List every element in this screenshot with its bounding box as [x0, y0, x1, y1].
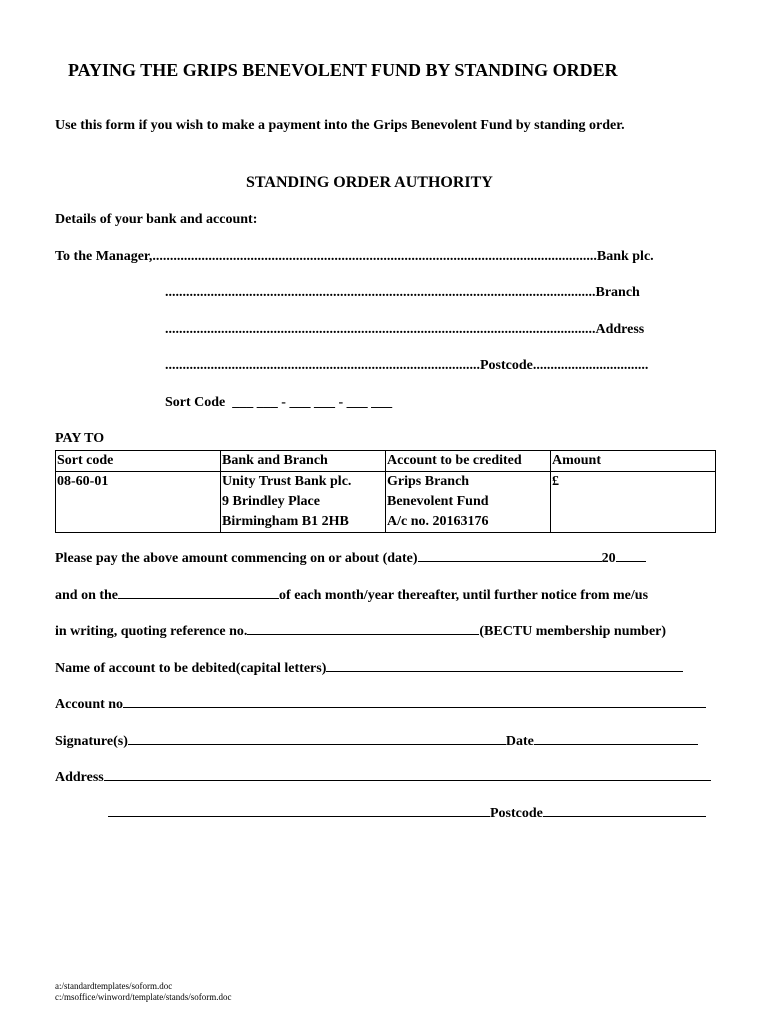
cell-amount[interactable]: £ — [551, 472, 716, 533]
account-name-label: Name of account to be debited(capital letters) — [55, 661, 327, 676]
table-header-row — [56, 451, 716, 472]
footer-path-1: a:/standardtemplates/soform.doc — [55, 981, 173, 991]
signature-field[interactable] — [128, 731, 506, 745]
postcode-label: Postcode — [490, 806, 543, 821]
bank-line: Birmingham B1 2HB — [222, 514, 349, 529]
header-bank-branch: Bank and Branch — [221, 451, 386, 472]
commence-line — [55, 548, 646, 567]
signature-label: Signature(s) — [55, 734, 128, 749]
writing-prefix: in writing, quoting reference no. — [55, 624, 248, 639]
postcode-suffix: Postcode — [480, 358, 533, 373]
postcode-field[interactable] — [543, 803, 706, 817]
writing-suffix: (BECTU membership number) — [479, 624, 667, 639]
account-name-field[interactable] — [326, 658, 683, 672]
cell-sort-code: 08-60-01 — [56, 472, 221, 533]
bank-line: Unity Trust Bank plc. — [222, 474, 352, 489]
section-heading: STANDING ORDER AUTHORITY — [246, 174, 493, 191]
address-field[interactable] — [104, 767, 711, 781]
account-name-line — [55, 658, 683, 677]
account-no-line — [55, 694, 706, 713]
address-dots[interactable]: ........................................................................................................................... — [165, 322, 596, 337]
account-no-field[interactable] — [123, 694, 706, 708]
address-label: Address — [55, 770, 104, 785]
bank-details-label: Details of your bank and account: — [55, 212, 258, 227]
year-prefix: 20 — [601, 551, 616, 566]
postcode-line — [165, 358, 648, 374]
date-label: Date — [505, 734, 534, 749]
cell-bank-branch — [221, 472, 386, 533]
sort-code-line — [165, 395, 392, 411]
pay-to-table — [55, 450, 716, 533]
signature-line — [55, 731, 698, 750]
commence-prefix: Please pay the above amount commencing on or about (date) — [55, 551, 418, 566]
manager-prefix: To the Manager, — [55, 249, 153, 264]
writing-line — [55, 621, 666, 640]
and-on-prefix: and on the — [55, 588, 119, 603]
sort-code-pattern[interactable]: ___ ___ - ___ ___ - ___ ___ — [232, 395, 393, 410]
account-no-label: Account no — [55, 697, 124, 712]
header-account: Account to be credited — [386, 451, 551, 472]
branch-suffix: Branch — [595, 285, 640, 300]
table-row — [56, 472, 716, 533]
manager-line — [55, 249, 654, 265]
account-line: Benevolent Fund — [387, 494, 489, 509]
page-title: PAYING THE GRIPS BENEVOLENT FUND BY STANDING ORDER — [68, 60, 618, 80]
manager-suffix: Bank plc. — [596, 249, 654, 264]
postcode-field-line — [108, 803, 706, 822]
date-field[interactable] — [418, 548, 602, 562]
header-sort-code: Sort code — [56, 451, 221, 472]
branch-dots[interactable]: ........................................................................................................................... — [165, 285, 596, 300]
cell-account — [386, 472, 551, 533]
address-field-line — [55, 767, 711, 786]
address-suffix: Address — [595, 322, 645, 337]
branch-line — [165, 285, 640, 301]
postcode-dots[interactable]: .......................................................................................... — [165, 358, 480, 373]
account-line: A/c no. 20163176 — [387, 514, 489, 529]
intro-text: Use this form if you wish to make a payment into the Grips Benevolent Fund by standing order. — [55, 118, 625, 133]
year-field[interactable] — [616, 548, 646, 562]
header-amount: Amount — [551, 451, 716, 472]
day-field[interactable] — [118, 585, 279, 599]
footer-path-2: c:/msoffice/winword/template/stands/soform.doc — [55, 992, 232, 1002]
postcode-trailing-dots[interactable]: ................................. — [532, 358, 649, 373]
address-continued-field[interactable] — [108, 803, 490, 817]
and-on-line — [55, 585, 648, 604]
and-on-suffix: of each month/year thereafter, until further notice from me/us — [279, 588, 649, 603]
reference-field[interactable] — [247, 621, 479, 635]
pay-to-label: PAY TO — [55, 431, 105, 446]
sort-code-label: Sort Code — [165, 395, 226, 410]
manager-dots[interactable]: ............................................................................................................................... — [152, 249, 597, 264]
address-line — [165, 322, 644, 338]
signature-date-field[interactable] — [534, 731, 698, 745]
bank-line: 9 Brindley Place — [222, 494, 320, 509]
account-line: Grips Branch — [387, 474, 470, 489]
